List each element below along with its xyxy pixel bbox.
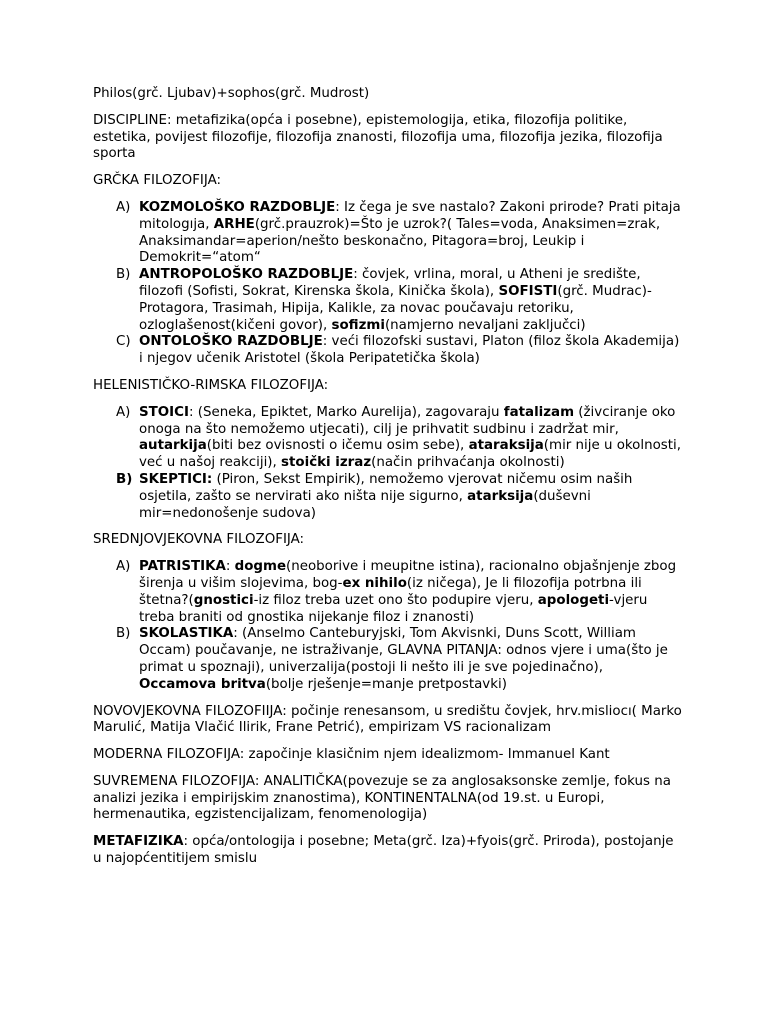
- bold-term: ex nihilo: [342, 575, 407, 591]
- text-run: (biti bez ovisnosti o ičemu osim sebe),: [206, 438, 469, 454]
- bold-term: Occamova britva: [139, 676, 266, 692]
- text-run: -iz filoz treba uzet ono što podupire vjeru,: [253, 592, 538, 608]
- bold-term: KOZMOLOŠKO RAZDOBLJE: [139, 199, 336, 215]
- bold-term: gnostici: [193, 592, 254, 608]
- text-run: (živciranje oko onoga na što nemožemo utjecati), cilj je prihvatit sudbinu i zadržat mir,: [139, 404, 676, 437]
- medieval-heading: SREDNJOVJEKOVNA FILOZOFIJA:: [93, 532, 305, 548]
- metafizika-term: METAFIZIKA: [93, 834, 184, 850]
- metafizika-paragraph: [93, 834, 683, 868]
- bold-term: SOFISTI: [498, 283, 558, 299]
- bold-term: atarksija: [467, 488, 534, 504]
- list-marker: A): [116, 199, 131, 215]
- text-run: (neoborive i meupitne istina), racionalno objašnjenje zbog širenja u višim slojevima, bog-: [139, 559, 677, 591]
- list-item: [93, 559, 683, 626]
- bold-term: ARHE: [213, 216, 255, 232]
- text-run: : (Seneka, Epiktet, Marko Aurelija), zagovaraju: [188, 404, 504, 420]
- text-run: (namjerno nevaljani zaključci): [384, 317, 586, 333]
- text-run: (grč.prauzrok)=Što je uzrok?( Tales=voda, Anaksimen=zrak, Anaksimandar=aperion/nešto beskonačno, Pitagora=broj, Leukip i Demokrit=“atom“: [139, 216, 661, 266]
- list-marker: A): [116, 404, 131, 420]
- greek-heading: GRČKA FILOZOFIJA:: [93, 173, 222, 189]
- document-body: [93, 86, 683, 878]
- list-marker: B): [116, 471, 133, 487]
- text-run: (bolje rješenje=manje pretpostavki): [265, 676, 507, 692]
- text-run: (mir nije u okolnosti, već u našoj reakciji),: [139, 438, 681, 471]
- intro-line: Philos(grč. Ljubav)+sophos(grč. Mudrost): [93, 86, 370, 101]
- text-run: : veći filozofski sustavi, Platon (filoz škola Akademija) i njegov učenik Aristotel (škola Peripatetička škola): [139, 334, 680, 367]
- bold-term: PATRISTIKA: [139, 559, 226, 575]
- list-item: [93, 200, 683, 267]
- novovjekovna-paragraph: NOVOVJEKOVNA FILOZOFIIJA: počinje renesansom, u središtu čovjek, hrv.misliocı( Marko Marulić, Matija Vlačić Ilirik, Frane Petrić), empirizam VS racionalizam: [93, 703, 682, 736]
- bold-term: SKEPTICI:: [139, 471, 213, 487]
- suvremena-paragraph: SUVREMENA FILOZOFIJA: ANALITIČKA(povezuje se za anglosaksonske zemlje, fokus na analizi jezika i empirijskim znanostima), KONTINENTALNA(od 19.st. u Europi, hermenautika, egzistencijalizam, fenomenologija): [93, 773, 671, 823]
- text-run: (iz ničega), Je li filozofija potrbna ili štetna?(: [139, 575, 642, 608]
- medieval-list: [93, 559, 683, 693]
- text-run: (Piron, Sekst Empirik), nemožemo vjerovat ničemu osim naših osjetila, zašto se nervirati ako ništa nije sigurno,: [139, 471, 633, 504]
- list-marker: A): [116, 559, 131, 575]
- bold-term: apologeti: [537, 592, 610, 608]
- list-item: [93, 405, 683, 472]
- bold-term: ANTROPOLOŠKO RAZDOBLJE: [139, 267, 354, 283]
- greek-list: [93, 200, 683, 368]
- bold-term: stoički izraz: [281, 455, 372, 471]
- text-run: (način prihvaćanja okolnosti): [371, 455, 565, 471]
- text-run: (grč. Mudrac)- Protagora, Trasimah, Hipija, Kalikle, za novac poučavaju retoriku, ozloglašenost(kičeni govor),: [139, 283, 652, 333]
- bold-term: dogme: [234, 559, 287, 575]
- hellenistic-list: [93, 405, 683, 523]
- text-run: :: [225, 559, 235, 575]
- list-item: [93, 472, 683, 522]
- bold-term: ataraksija: [468, 438, 544, 454]
- metafizika-definition: : opća/ontologija i posebne; Meta(grč. Iza)+fyois(grč. Priroda), postojanje u najopćentitijem smislu: [93, 834, 674, 867]
- list-marker: C): [116, 334, 131, 350]
- bold-term: autarkija: [139, 438, 207, 454]
- text-run: : čovjek, vrlina, moral, u Atheni je središte, filozofi (Sofisti, Sokrat, Kirenska škola, Kinička škola),: [139, 267, 641, 299]
- list-item: [93, 267, 683, 334]
- bold-term: ONTOLOŠKO RAZDOBLJE: [139, 334, 323, 350]
- text-run: : Iz čega je sve nastalo? Zakoni prirode? Prati pitaja mitologıja,: [139, 199, 681, 232]
- text-run: (duševni mir=nedonošenje sudova): [139, 488, 591, 521]
- list-item: [93, 334, 683, 368]
- discipline-paragraph: DISCIPLINE: metafizika(opća i posebne), epistemologija, etika, filozofija politike, estetika, povijest filozofije, filozofija znanosti, filozofija uma, filozofija jezika, filozofija sporta: [93, 112, 663, 162]
- hellenistic-heading: HELENISTIČKO-RIMSKA FILOZOFIJA:: [93, 377, 329, 393]
- list-marker: B): [116, 267, 131, 283]
- moderna-paragraph: MODERNA FILOZOFIJA: započinje klasičnim njem idealizmom- Immanuel Kant: [93, 747, 610, 763]
- list-item: [93, 626, 683, 693]
- bold-term: fatalizam: [503, 404, 575, 420]
- text-run: -vjeru treba braniti od gnostika nijekanje filoz i znanosti): [139, 592, 648, 625]
- bold-term: sofizmi: [331, 317, 385, 333]
- bold-term: STOICI: [139, 404, 189, 420]
- list-marker: B): [116, 626, 131, 642]
- bold-term: SKOLASTIKA: [139, 626, 234, 642]
- text-run: : (Anselmo Canteburyjski, Tom Akvisnki, Duns Scott, William Occam) poučavanje, ne istraživanje, GLAVNA PITANJA: odnos vjere i uma(što je primat u spoznaji), univerzalija(postoji li nešto ili je sve pojedinačno),: [139, 626, 668, 675]
